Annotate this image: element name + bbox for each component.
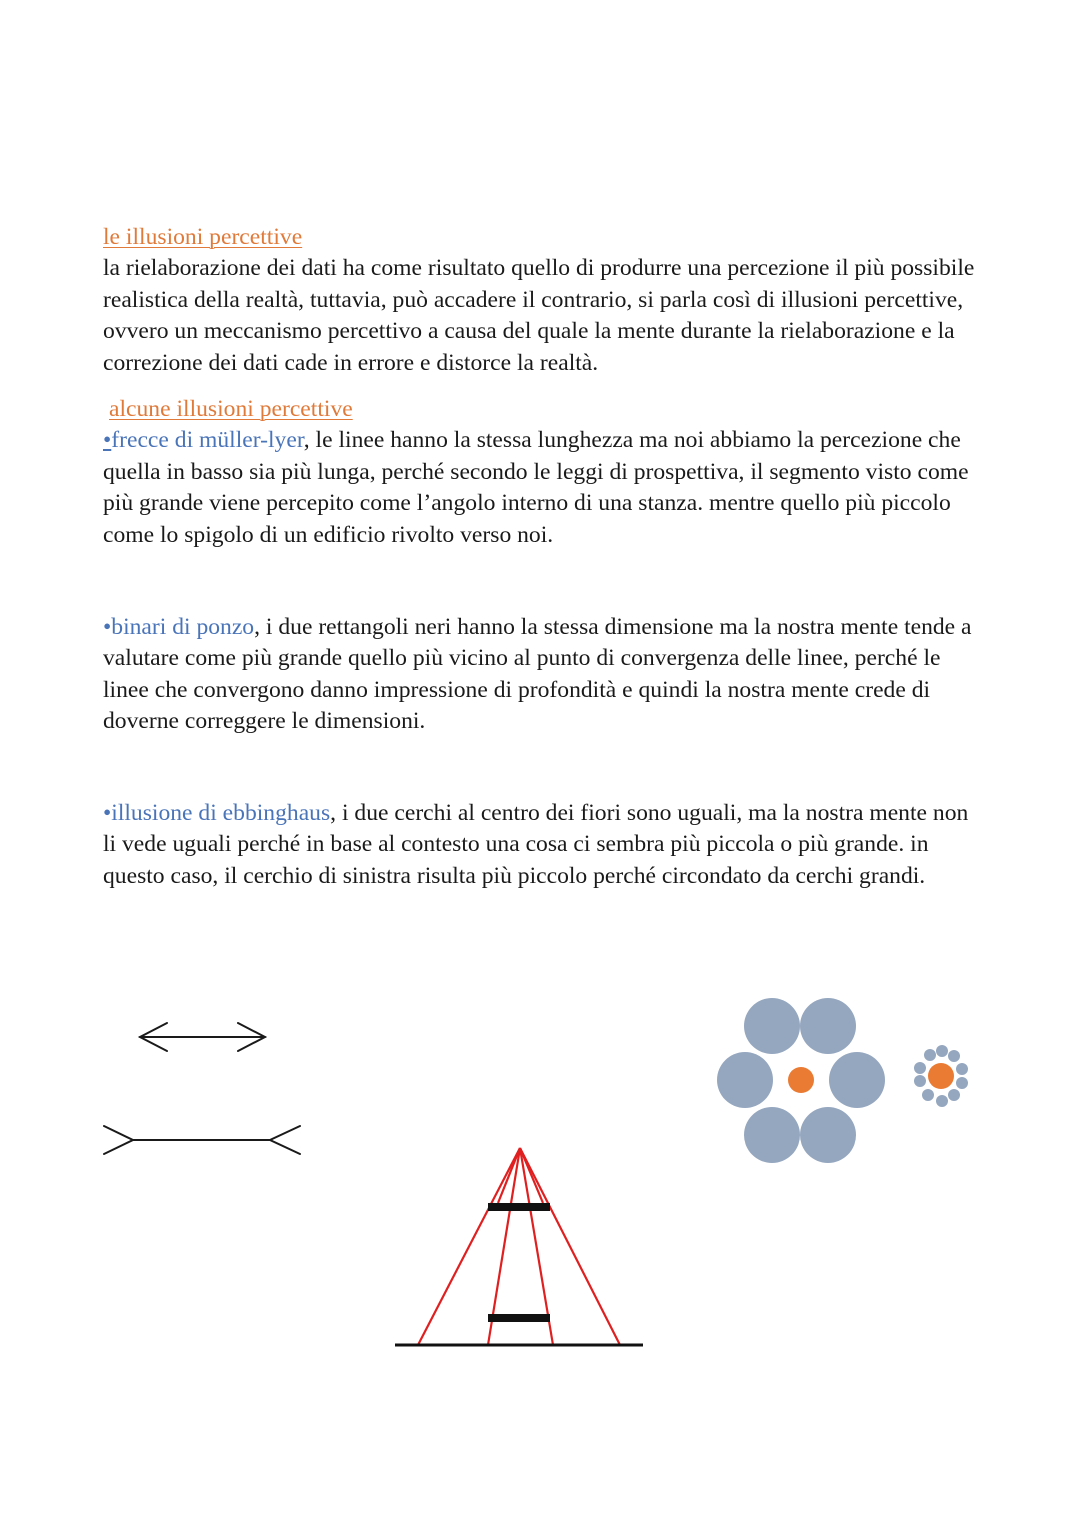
ebbinghaus-block [103,798,983,892]
small-surround-circle [948,1089,960,1101]
ebbinghaus-center-right [928,1063,954,1089]
small-surround-circle [936,1045,948,1057]
small-surround-circle [914,1075,926,1087]
small-surround-circle [956,1077,968,1089]
small-surround-circle [922,1089,934,1101]
arrowtail-right [270,1126,300,1154]
term-muller-lyer: frecce di müller-lyer [111,427,304,454]
ponzo-figure [393,1143,653,1353]
term-ebbinghaus: illusione di ebbinghaus [111,800,331,826]
ebbinghaus-center-left [788,1067,814,1093]
muller-lyer-figure [95,1010,315,1160]
small-surround-circle [914,1062,926,1074]
ponzo-bar-bottom [488,1314,550,1322]
section-examples [103,394,983,551]
small-surround-circle [936,1095,948,1107]
ponzo-block [103,612,983,738]
ebbinghaus-text: , i due cerchi al centro dei fiori sono uguali, ma la nostra mente non li vede uguali perché in base al contesto una cosa ci sembra più piccola o più grande. in questo caso, il cerchio di sinistra risulta più piccolo perché circondato da cerchi grandi. [103,800,969,889]
muller-lyer-paragraph [103,425,983,551]
large-surround-circle [800,998,856,1054]
ebbinghaus-figure [712,993,982,1173]
muller-lyer-text: , le linee hanno la stessa lunghezza ma noi abbiamo la percezione che quella in basso sia più lunga, perché secondo le leggi di prospettiva, il segmento visto come più grande viene percepito come l’angolo interno di una stanza. mentre quello più piccolo come lo spigolo di un edificio rivolto verso noi. [103,427,969,548]
section-intro [103,222,983,379]
bullet: • [103,800,112,826]
large-surround-circle [829,1052,885,1108]
arrowtail-left [104,1126,133,1154]
large-surround-circle [744,1107,800,1163]
bullet: • [103,427,112,454]
ponzo-paragraph [103,612,983,738]
section-heading: alcune illusioni percettive [109,396,353,422]
ponzo-line [520,1148,543,1203]
section-heading: le illusioni percettive [103,224,303,250]
ponzo-line [498,1148,520,1203]
term-ponzo: binari di ponzo [111,614,255,640]
large-surround-circle [800,1107,856,1163]
large-surround-circle [717,1052,773,1108]
ponzo-text: , i due rettangoli neri hanno la stessa dimensione ma la nostra mente tende a valutare come più grande quello più vicino al punto di convergenza delle linee, perché le linee che convergono danno impressione di profondità e quindi la nostra mente crede di doverne correggere le dimensioni. [103,614,972,735]
small-surround-circle [956,1063,968,1075]
intro-paragraph: la rielaborazione dei dati ha come risultato quello di produrre una percezione il più possibile realistica della realtà, tuttavia, può accadere il contrario, si parla così di illusioni percettive, ovvero un meccanismo percettivo a causa del quale la mente durante la rielaborazione e la correzione dei dati cade in errore e distorce la realtà. [103,255,975,376]
ponzo-bar-top [488,1203,550,1211]
small-surround-circle [948,1050,960,1062]
ebbinghaus-paragraph [103,798,983,892]
small-surround-circle [924,1049,936,1061]
large-surround-circle [744,998,800,1054]
bullet: • [103,614,112,640]
